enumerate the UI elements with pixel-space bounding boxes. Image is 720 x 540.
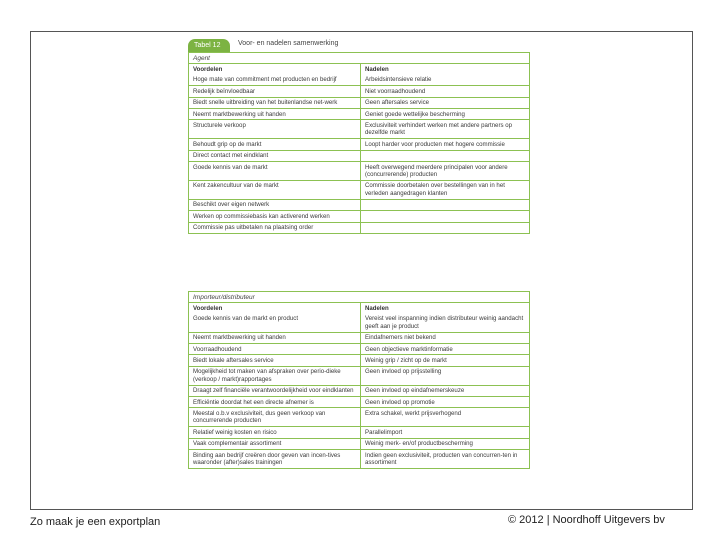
advantage-cell: Meestal o.b.v exclusiviteit, dus geen verkoop van concurrerende producten [189, 408, 361, 426]
disadvantage-cell: Heeft overwegend meerdere principalen voor andere (concurrerende) producten [365, 163, 508, 178]
disadvantage-cell: Geen invloed op prijsstelling [365, 368, 442, 376]
importer-table [188, 291, 530, 469]
table-row [189, 150, 529, 161]
table-row [189, 314, 529, 332]
advantage-cell: Kent zakencultuur van de markt [189, 181, 361, 199]
disadvantage-cell: Geniet goede wettelijke bescherming [365, 110, 465, 118]
advantage-cell: Direct contact met eindklant [189, 151, 361, 161]
disadvantage-cell: Geen invloed op eindafnemerskeuze [365, 387, 465, 395]
disadvantage-cell [361, 151, 529, 161]
disadvantage-cell: Commissie doorbetalen over bestellingen van in het verleden aangedragen klanten [365, 182, 505, 197]
table-row [189, 210, 529, 221]
disadvantage-cell: Niet voorraadhoudend [365, 87, 426, 95]
importer-section-row [189, 292, 529, 302]
disadvantage-cell: Weinig merk- en/of productbescherming [365, 440, 473, 448]
advantage-cell: Binding aan bedrijf creëren door geven van incen-tives waaronder (after)sales trainingen [189, 450, 361, 468]
agent-section-row [189, 53, 529, 63]
disadvantage-cell: Arbeidsintensieve relatie [365, 76, 432, 84]
advantage-cell: Goede kennis van de markt [189, 162, 361, 180]
disadvantage-cell [361, 223, 529, 233]
advantage-cell: Biedt lokale aftersales service [189, 355, 361, 365]
agent-section-title: Agent [193, 54, 210, 62]
advantage-cell: Werken op commissiebasis kan activerend werken [189, 211, 361, 221]
advantage-cell: Structurele verkoop [189, 120, 361, 138]
table-row [189, 138, 529, 149]
table-row [189, 199, 529, 210]
advantage-cell: Relatief weinig kosten en risico [189, 427, 361, 437]
table-label-tab: Tabel 12 [188, 39, 230, 52]
disadvantage-cell: Weinig grip / zicht op de markt [365, 356, 447, 364]
table-row [189, 161, 529, 180]
agent-header-row [189, 63, 529, 74]
disadvantage-cell: Geen aftersales service [365, 99, 430, 107]
table-row [189, 108, 529, 119]
disadvantage-cell [361, 211, 529, 221]
table-row [189, 119, 529, 138]
importer-section-title: Importeur/distributeur [193, 293, 255, 301]
table-row [189, 222, 529, 233]
table-row [189, 426, 529, 437]
agent-table [188, 52, 530, 234]
advantage-cell: Neemt marktbewerking uit handen [189, 333, 361, 343]
advantage-cell: Biedt snelle uitbreiding van het buitenlandse net-werk [189, 98, 361, 108]
disadvantage-cell: Geen invloed op promotie [365, 398, 435, 406]
disadvantage-cell: Exclusiviteit verhindert werken met andere partners op dezelfde markt [365, 121, 512, 137]
table-row [189, 438, 529, 449]
advantage-cell: Neemt marktbewerking uit handen [189, 109, 361, 119]
disadvantage-cell: Loopt harder voor producten met hogere commissie [365, 140, 505, 148]
table-row [189, 75, 529, 85]
disadvantage-cell: Extra schakel, werkt prijsverhogend [365, 409, 462, 417]
advantage-cell: Voorraadhoudend [189, 344, 361, 354]
footer-book-title: Zo maak je een exportplan [30, 516, 161, 528]
disadvantage-cell: Parallelimport [365, 428, 403, 436]
disadvantage-cell: Eindafnemers niet bekend [365, 334, 436, 342]
table-row [189, 180, 529, 199]
table-title: Voor- en nadelen samenwerking [238, 40, 339, 47]
table-row [189, 85, 529, 96]
advantage-cell: Commissie pas uitbetalen na plaatsing order [189, 223, 361, 233]
advantage-cell: Behoudt grip op de markt [189, 139, 361, 149]
advantage-cell: Goede kennis van de markt en product [189, 314, 361, 332]
table-row [189, 343, 529, 354]
importer-header-row [189, 302, 529, 313]
table-row [189, 396, 529, 407]
importer-col-disadvantages: Nadelen [365, 304, 389, 312]
table-row [189, 449, 529, 468]
advantage-cell: Draagt zelf financiële verantwoordelijkheid voor eindklanten [189, 386, 361, 396]
advantage-cell: Redelijk beïnvloedbaar [189, 86, 361, 96]
advantage-cell: Beschikt over eigen netwerk [189, 200, 361, 210]
advantage-cell: Mogelijkheid tot maken van afspraken over perio-dieke (verkoop / markt)rapportages [189, 367, 361, 385]
disadvantage-cell: Vereist veel inspanning indien distributeur weinig aandacht geeft aan je product [365, 315, 524, 330]
table-row [189, 97, 529, 108]
table-row [189, 366, 529, 385]
advantage-cell: Hoge mate van commitment met producten en bedrijf [189, 75, 361, 85]
advantage-cell: Vaak complementair assortiment [189, 439, 361, 449]
agent-col-advantages: Voordelen [189, 64, 361, 74]
table-row [189, 332, 529, 343]
table-row [189, 407, 529, 426]
table-row [189, 354, 529, 365]
table-row [189, 385, 529, 396]
disadvantage-cell: Geen objectieve marktinformatie [365, 345, 453, 353]
disadvantage-cell: Indien geen exclusiviteit, producten van concurren-ten in assortiment [365, 451, 518, 466]
agent-col-disadvantages: Nadelen [365, 65, 389, 73]
importer-col-advantages: Voordelen [189, 303, 361, 313]
disadvantage-cell [361, 200, 529, 210]
footer-copyright: © 2012 | Noordhoff Uitgevers bv [508, 514, 665, 526]
advantage-cell: Efficiëntie doordat het een directe afnemer is [189, 397, 361, 407]
